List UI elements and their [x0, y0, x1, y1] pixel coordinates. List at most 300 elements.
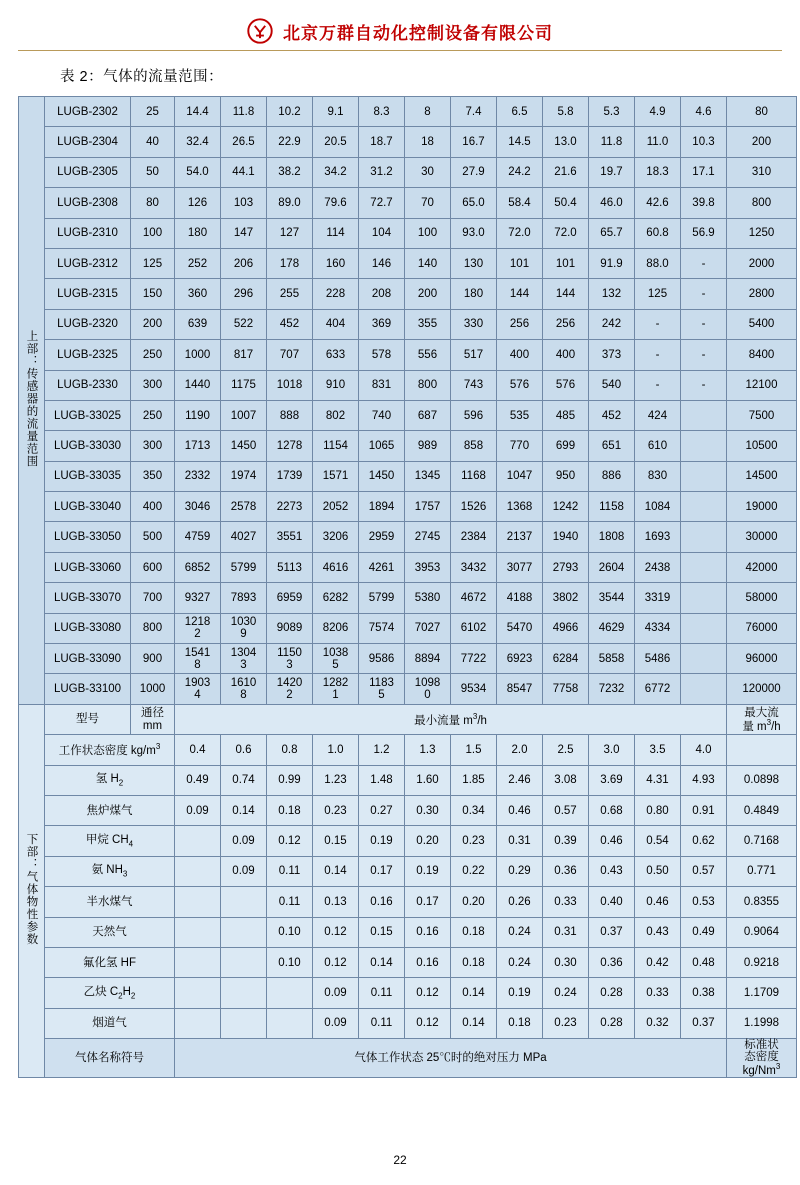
flow-cell: 50.4: [543, 188, 589, 218]
flow-cell: 830: [635, 461, 681, 491]
table-row: [19, 309, 797, 339]
density-value: 0.6: [221, 735, 267, 765]
dn-cell: 200: [131, 309, 175, 339]
flow-cell: 8894: [405, 644, 451, 674]
flow-cell: [681, 583, 727, 613]
flow-cell: 1304 3: [221, 644, 267, 674]
flow-cell: 651: [589, 431, 635, 461]
flow-cell: 740: [359, 400, 405, 430]
gas-std-density: 1.1709: [727, 978, 797, 1008]
gas-flow-cell: 0.16: [405, 917, 451, 947]
gas-flow-cell: 0.48: [681, 947, 727, 977]
gas-flow-cell: 0.30: [543, 947, 589, 977]
flow-cell: 5.8: [543, 97, 589, 127]
flow-cell: 989: [405, 431, 451, 461]
flow-cell: 950: [543, 461, 589, 491]
flow-cell: 8206: [313, 613, 359, 643]
max-flow-cell: 14500: [727, 461, 797, 491]
flow-cell: 91.9: [589, 248, 635, 278]
flow-cell: 2745: [405, 522, 451, 552]
flow-cell: 255: [267, 279, 313, 309]
flow-cell: 1183 5: [359, 674, 405, 704]
flow-cell: 5380: [405, 583, 451, 613]
flow-cell: 208: [359, 279, 405, 309]
model-cell: LUGB-2325: [45, 340, 131, 370]
model-cell: LUGB-33070: [45, 583, 131, 613]
model-cell: LUGB-33040: [45, 492, 131, 522]
gas-flow-cell: 0.11: [359, 978, 405, 1008]
table-row: [19, 340, 797, 370]
gas-row: [19, 917, 797, 947]
gas-flow-cell: [267, 1008, 313, 1038]
flow-cell: 3046: [175, 492, 221, 522]
company-name: 北京万群自动化控制设备有限公司: [283, 23, 553, 43]
flow-cell: 65.7: [589, 218, 635, 248]
flow-cell: 21.6: [543, 157, 589, 187]
flow-cell: 3077: [497, 552, 543, 582]
flow-cell: 1440: [175, 370, 221, 400]
gas-flow-cell: 0.11: [359, 1008, 405, 1038]
flow-cell: [681, 461, 727, 491]
flow-cell: 17.1: [681, 157, 727, 187]
flow-cell: 180: [451, 279, 497, 309]
gas-name: 甲烷 $CH_4$: [45, 826, 175, 856]
flow-cell: 6959: [267, 583, 313, 613]
flow-cell: 1047: [497, 461, 543, 491]
dn-cell: 350: [131, 461, 175, 491]
flow-cell: 7722: [451, 644, 497, 674]
table-row: [19, 492, 797, 522]
gas-flow-cell: 2.46: [497, 765, 543, 795]
flow-cell: 4188: [497, 583, 543, 613]
lower-side-label: 下部：气体物性参数: [19, 704, 45, 1077]
flow-cell: 252: [175, 248, 221, 278]
flow-cell: 103: [221, 188, 267, 218]
flow-cell: 32.4: [175, 127, 221, 157]
gas-flow-cell: 0.99: [267, 765, 313, 795]
gas-flow-cell: 0.10: [267, 947, 313, 977]
gas-name: 乙炔 $C_2H_2$: [45, 978, 175, 1008]
dn-cell: 80: [131, 188, 175, 218]
upper-side-label: 上部：传感器的流量范围: [19, 97, 45, 705]
gas-flow-cell: 0.11: [267, 856, 313, 886]
flow-cell: 610: [635, 431, 681, 461]
flow-cell: -: [681, 248, 727, 278]
gas-flow-cell: 0.23: [451, 826, 497, 856]
gas-row: [19, 887, 797, 917]
flow-cell: 5799: [359, 583, 405, 613]
flow-cell: 1158: [589, 492, 635, 522]
flow-cell: 596: [451, 400, 497, 430]
table-row: [19, 583, 797, 613]
flow-cell: 9.1: [313, 97, 359, 127]
lower-footer-row: [19, 1039, 797, 1078]
model-cell: LUGB-33090: [45, 644, 131, 674]
flow-cell: 1345: [405, 461, 451, 491]
table-row: [19, 400, 797, 430]
gas-flow-cell: 3.69: [589, 765, 635, 795]
max-flow-cell: 19000: [727, 492, 797, 522]
flow-cell: 256: [497, 309, 543, 339]
flow-cell: [681, 674, 727, 704]
gas-flow-cell: 0.38: [681, 978, 727, 1008]
flow-cell: 802: [313, 400, 359, 430]
max-flow-cell: 12100: [727, 370, 797, 400]
model-cell: LUGB-2315: [45, 279, 131, 309]
gas-flow-cell: 0.16: [405, 947, 451, 977]
flow-cell: 104: [359, 218, 405, 248]
flow-cell: 11.0: [635, 127, 681, 157]
model-cell: LUGB-33100: [45, 674, 131, 704]
flow-cell: 699: [543, 431, 589, 461]
model-cell: LUGB-2310: [45, 218, 131, 248]
max-flow-cell: 30000: [727, 522, 797, 552]
flow-cell: 2578: [221, 492, 267, 522]
gas-flow-cell: 0.15: [313, 826, 359, 856]
flow-cell: 556: [405, 340, 451, 370]
gas-flow-cell: 0.09: [313, 978, 359, 1008]
gas-flow-cell: 0.74: [221, 765, 267, 795]
flow-cell: 11.8: [221, 97, 267, 127]
gas-flow-cell: 0.49: [175, 765, 221, 795]
gas-flow-cell: 0.57: [543, 795, 589, 825]
dn-cell: 100: [131, 218, 175, 248]
gas-name: 氟化氢 HF: [45, 947, 175, 977]
flow-cell: 7.4: [451, 97, 497, 127]
flow-cell: 19.7: [589, 157, 635, 187]
flow-cell: 296: [221, 279, 267, 309]
gas-flow-cell: 0.62: [681, 826, 727, 856]
gas-row: [19, 826, 797, 856]
gas-flow-cell: 0.28: [589, 978, 635, 1008]
flow-cell: 160: [313, 248, 359, 278]
flow-cell: 4.9: [635, 97, 681, 127]
gas-flow-cell: 0.24: [497, 917, 543, 947]
gas-flow-cell: 0.17: [359, 856, 405, 886]
flow-cell: 1218 2: [175, 613, 221, 643]
gas-row: [19, 795, 797, 825]
std-density-label: 标准状 态密度 kg/Nm$^3$: [727, 1039, 797, 1078]
gas-flow-cell: 0.43: [635, 917, 681, 947]
flow-cell: 1084: [635, 492, 681, 522]
flow-cell: 7232: [589, 674, 635, 704]
flow-cell: 1450: [359, 461, 405, 491]
flow-cell: 30: [405, 157, 451, 187]
gas-flow-cell: 0.39: [543, 826, 589, 856]
gas-name: 氢 $H_2$: [45, 765, 175, 795]
gas-flow-cell: 0.09: [175, 795, 221, 825]
flow-cell: 14.4: [175, 97, 221, 127]
model-cell: LUGB-33080: [45, 613, 131, 643]
table-row: [19, 552, 797, 582]
flow-cell: 1065: [359, 431, 405, 461]
flow-cell: 576: [543, 370, 589, 400]
table-row: [19, 218, 797, 248]
gas-flow-cell: 0.20: [405, 826, 451, 856]
gas-flow-cell: 0.46: [635, 887, 681, 917]
flow-cell: 4966: [543, 613, 589, 643]
gas-flow-cell: 0.12: [405, 978, 451, 1008]
flow-cell: 65.0: [451, 188, 497, 218]
flow-cell: -: [681, 279, 727, 309]
table-row: [19, 188, 797, 218]
gas-flow-cell: 0.18: [497, 1008, 543, 1038]
flow-cell: 1541 8: [175, 644, 221, 674]
flow-cell: 1007: [221, 400, 267, 430]
flow-cell: [681, 431, 727, 461]
gas-flow-cell: [267, 978, 313, 1008]
flow-cell: 1420 2: [267, 674, 313, 704]
flow-cell: 2332: [175, 461, 221, 491]
flow-cell: 4759: [175, 522, 221, 552]
flow-cell: 56.9: [681, 218, 727, 248]
flow-cell: 27.9: [451, 157, 497, 187]
dn-cell: 300: [131, 431, 175, 461]
flow-cell: 400: [543, 340, 589, 370]
flow-cell: 4672: [451, 583, 497, 613]
flow-cell: 46.0: [589, 188, 635, 218]
gas-flow-cell: 0.19: [497, 978, 543, 1008]
flow-cell: 540: [589, 370, 635, 400]
gas-flow-cell: 0.49: [681, 917, 727, 947]
flow-cell: 3551: [267, 522, 313, 552]
flow-cell: 888: [267, 400, 313, 430]
flow-cell: 228: [313, 279, 359, 309]
flow-cell: 1450: [221, 431, 267, 461]
flow-cell: 88.0: [635, 248, 681, 278]
gas-flow-cell: 0.12: [313, 917, 359, 947]
flow-cell: 3802: [543, 583, 589, 613]
flow-cell: 360: [175, 279, 221, 309]
header-dn: 通径 mm: [131, 704, 175, 734]
dn-cell: 400: [131, 492, 175, 522]
flow-cell: 6284: [543, 644, 589, 674]
gas-name: 烟道气: [45, 1008, 175, 1038]
flow-cell: 125: [635, 279, 681, 309]
flow-cell: 1974: [221, 461, 267, 491]
company-seal-icon: [247, 18, 273, 44]
table-row: [19, 613, 797, 643]
flow-cell: 910: [313, 370, 359, 400]
flow-cell: 1894: [359, 492, 405, 522]
density-value: 2.0: [497, 735, 543, 765]
flow-cell: 1757: [405, 492, 451, 522]
flow-cell: 4.6: [681, 97, 727, 127]
gas-flow-cell: [175, 917, 221, 947]
flow-cell: 2137: [497, 522, 543, 552]
density-last: [727, 735, 797, 765]
flow-cell: 576: [497, 370, 543, 400]
max-flow-cell: 80: [727, 97, 797, 127]
gas-row: [19, 1008, 797, 1038]
gas-flow-cell: 0.11: [267, 887, 313, 917]
flow-cell: 72.0: [543, 218, 589, 248]
gas-flow-cell: 0.10: [267, 917, 313, 947]
gas-flow-cell: 0.50: [635, 856, 681, 886]
gas-name: 焦炉煤气: [45, 795, 175, 825]
flow-cell: 5858: [589, 644, 635, 674]
density-value: 1.5: [451, 735, 497, 765]
gas-std-density: 0.7168: [727, 826, 797, 856]
flow-cell: 14.5: [497, 127, 543, 157]
gas-std-density: 1.1998: [727, 1008, 797, 1038]
gas-flow-cell: 0.18: [451, 917, 497, 947]
flow-cell: 369: [359, 309, 405, 339]
dn-cell: 600: [131, 552, 175, 582]
gas-flow-cell: 0.33: [635, 978, 681, 1008]
flow-cell: 886: [589, 461, 635, 491]
model-cell: LUGB-33060: [45, 552, 131, 582]
gas-flow-cell: [221, 978, 267, 1008]
gas-flow-cell: 0.20: [451, 887, 497, 917]
flow-cell: 1526: [451, 492, 497, 522]
gas-flow-cell: 0.91: [681, 795, 727, 825]
flow-cell: [681, 552, 727, 582]
flow-cell: 2604: [589, 552, 635, 582]
flow-cell: 6852: [175, 552, 221, 582]
flow-cell: [681, 400, 727, 430]
flow-cell: 4027: [221, 522, 267, 552]
gas-flow-cell: 0.14: [221, 795, 267, 825]
gas-row: [19, 978, 797, 1008]
flow-cell: 24.2: [497, 157, 543, 187]
gas-flow-cell: 0.46: [589, 826, 635, 856]
flow-cell: 1693: [635, 522, 681, 552]
gas-flow-cell: 4.31: [635, 765, 681, 795]
density-value: 1.0: [313, 735, 359, 765]
flow-cell: 1903 4: [175, 674, 221, 704]
flow-cell: 70: [405, 188, 451, 218]
flow-cell: 42.6: [635, 188, 681, 218]
gas-row: [19, 947, 797, 977]
gas-flow-cell: 1.85: [451, 765, 497, 795]
flow-cell: 126: [175, 188, 221, 218]
gas-flow-cell: [175, 856, 221, 886]
dn-cell: 300: [131, 370, 175, 400]
max-flow-cell: 58000: [727, 583, 797, 613]
gas-flow-cell: 0.14: [313, 856, 359, 886]
gas-std-density: 0.0898: [727, 765, 797, 795]
flow-cell: [681, 492, 727, 522]
flow-cell: 6923: [497, 644, 543, 674]
table-row: [19, 674, 797, 704]
gas-name-symbol-label: 气体名称符号: [45, 1039, 175, 1078]
gas-flow-cell: 0.34: [451, 795, 497, 825]
flow-cell: 1808: [589, 522, 635, 552]
gas-flow-cell: 0.43: [589, 856, 635, 886]
max-flow-cell: 310: [727, 157, 797, 187]
flow-cell: 578: [359, 340, 405, 370]
flow-cell: 7893: [221, 583, 267, 613]
model-cell: LUGB-2308: [45, 188, 131, 218]
flow-cell: 101: [543, 248, 589, 278]
max-flow-cell: 76000: [727, 613, 797, 643]
flow-cell: 452: [589, 400, 635, 430]
flow-cell: 1030 9: [221, 613, 267, 643]
table-row: [19, 157, 797, 187]
gas-flow-cell: 0.12: [405, 1008, 451, 1038]
flow-cell: -: [635, 370, 681, 400]
gas-flow-cell: 0.09: [313, 1008, 359, 1038]
flow-cell: 404: [313, 309, 359, 339]
gas-name: 半水煤气: [45, 887, 175, 917]
gas-flow-cell: 0.23: [313, 795, 359, 825]
max-flow-cell: 2800: [727, 279, 797, 309]
dn-cell: 500: [131, 522, 175, 552]
gas-flow-cell: 0.31: [497, 826, 543, 856]
flow-cell: 1018: [267, 370, 313, 400]
density-value: 3.5: [635, 735, 681, 765]
flow-cell: 1098 0: [405, 674, 451, 704]
gas-flow-range-table: [18, 96, 797, 1078]
flow-cell: 9586: [359, 644, 405, 674]
flow-cell: 5470: [497, 613, 543, 643]
flow-cell: 16.7: [451, 127, 497, 157]
flow-cell: 1282 1: [313, 674, 359, 704]
gas-flow-cell: 0.22: [451, 856, 497, 886]
table-caption: 表 2：气体的流量范围：: [60, 69, 224, 85]
working-density-row: [19, 735, 797, 765]
gas-name: 天然气: [45, 917, 175, 947]
gas-flow-cell: [175, 947, 221, 977]
flow-cell: 206: [221, 248, 267, 278]
gas-flow-cell: 0.33: [543, 887, 589, 917]
dn-cell: 25: [131, 97, 175, 127]
density-label: 工作状态密度 $kg/m^3$: [45, 735, 175, 765]
flow-cell: 4629: [589, 613, 635, 643]
gas-flow-cell: 0.57: [681, 856, 727, 886]
flow-cell: 89.0: [267, 188, 313, 218]
dn-cell: 40: [131, 127, 175, 157]
flow-cell: 1571: [313, 461, 359, 491]
flow-cell: 1038 5: [313, 644, 359, 674]
density-value: 1.3: [405, 735, 451, 765]
flow-cell: 34.2: [313, 157, 359, 187]
flow-cell: 79.6: [313, 188, 359, 218]
flow-cell: 5486: [635, 644, 681, 674]
flow-cell: 355: [405, 309, 451, 339]
flow-cell: 1278: [267, 431, 313, 461]
flow-cell: 1190: [175, 400, 221, 430]
gas-flow-cell: 0.14: [359, 947, 405, 977]
gas-flow-cell: 3.08: [543, 765, 589, 795]
gas-flow-cell: 0.53: [681, 887, 727, 917]
header-min-flow: 最小流量 $m^3/h$: [175, 704, 727, 734]
gas-flow-cell: 0.12: [313, 947, 359, 977]
gas-flow-cell: 0.80: [635, 795, 681, 825]
flow-cell: 6.5: [497, 97, 543, 127]
table-row: [19, 431, 797, 461]
dn-cell: 1000: [131, 674, 175, 704]
flow-cell: 147: [221, 218, 267, 248]
flow-cell: 7758: [543, 674, 589, 704]
flow-cell: 817: [221, 340, 267, 370]
flow-cell: 517: [451, 340, 497, 370]
flow-cell: 633: [313, 340, 359, 370]
flow-cell: 22.9: [267, 127, 313, 157]
gas-flow-cell: 0.13: [313, 887, 359, 917]
flow-cell: 2959: [359, 522, 405, 552]
flow-cell: 1713: [175, 431, 221, 461]
table-row: [19, 127, 797, 157]
flow-cell: 72.7: [359, 188, 405, 218]
gas-flow-cell: 0.12: [267, 826, 313, 856]
flow-cell: 10.3: [681, 127, 727, 157]
flow-cell: 114: [313, 218, 359, 248]
flow-cell: 770: [497, 431, 543, 461]
max-flow-cell: 8400: [727, 340, 797, 370]
gas-flow-cell: 4.93: [681, 765, 727, 795]
